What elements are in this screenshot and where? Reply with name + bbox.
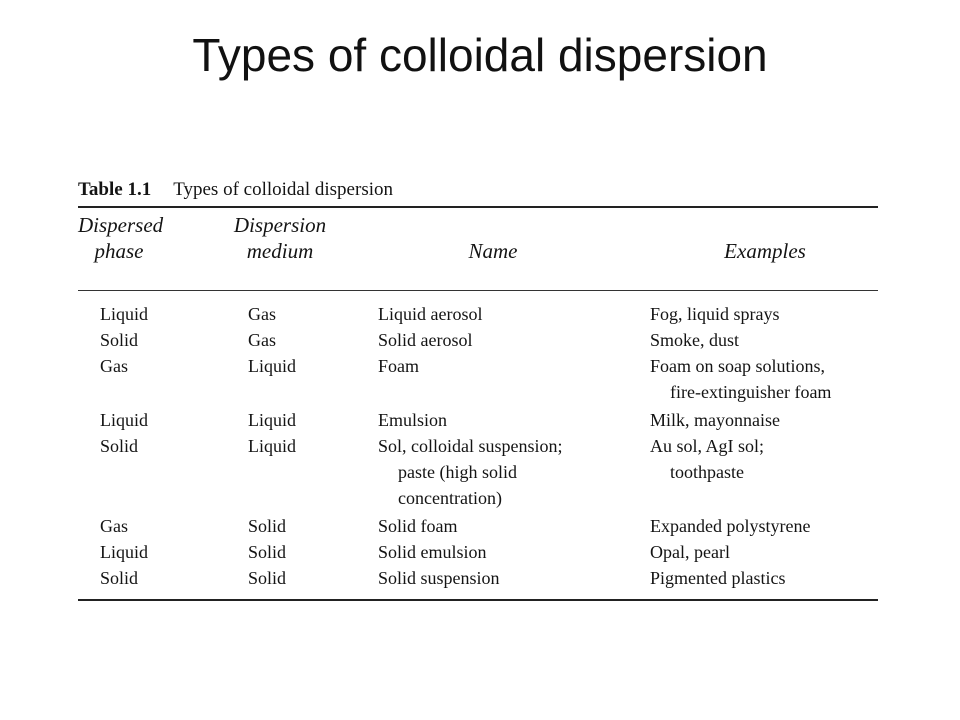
header-name: Name (468, 239, 518, 263)
table-figure (78, 174, 878, 601)
table-row (78, 407, 878, 433)
cell-name (378, 353, 419, 379)
slide-title: Types of colloidal dispersion (192, 29, 768, 81)
cell-name (378, 539, 487, 565)
cell-name (378, 565, 500, 591)
header-dispersed-phase (78, 212, 164, 264)
table-row (78, 433, 878, 513)
cell-dispersed-phase: Gas (100, 516, 128, 536)
cell-name-line: Sol, colloidal suspension; (378, 436, 563, 456)
cell-dispersion-medium: Liquid (248, 356, 296, 376)
cell-examples-line: Milk, mayonnaise (650, 410, 780, 430)
cell-name-line: Solid foam (378, 516, 458, 536)
cell-examples (650, 327, 739, 353)
cell-name-line: Solid suspension (378, 568, 500, 588)
table-body (78, 291, 878, 591)
cell-examples-line: Fog, liquid sprays (650, 304, 780, 324)
cell-dispersion-medium: Solid (248, 542, 287, 562)
cell-name (378, 301, 482, 327)
cell-examples-line: Smoke, dust (650, 330, 740, 350)
table-row (78, 353, 878, 407)
table-row (78, 565, 878, 591)
cell-name-line: Solid aerosol (378, 330, 473, 350)
cell-dispersed-phase: Solid (100, 330, 139, 350)
header-dispersion-medium-line-2: medium (246, 239, 314, 263)
cell-examples (650, 407, 780, 433)
cell-dispersion-medium: Solid (248, 516, 287, 536)
header-dispersed-phase-line-2: phase (94, 239, 144, 263)
header-dispersion-medium (224, 212, 336, 264)
cell-examples-line: Foam on soap solutions, (650, 356, 826, 376)
table-caption-number: Table 1.1 (78, 179, 152, 200)
cell-examples (650, 565, 785, 591)
cell-examples-line: Opal, pearl (650, 542, 730, 562)
cell-name-line: Solid emulsion (378, 542, 487, 562)
cell-examples (650, 301, 780, 327)
cell-name (378, 407, 447, 433)
header-examples: Examples (724, 239, 806, 263)
cell-examples-line: Au sol, AgI sol; (650, 436, 765, 456)
cell-examples (650, 433, 764, 485)
cell-dispersion-medium: Gas (248, 304, 276, 324)
cell-dispersed-phase: Liquid (100, 304, 148, 324)
cell-dispersed-phase: Solid (100, 568, 139, 588)
cell-name-line: Liquid aerosol (378, 304, 483, 324)
table-row (78, 513, 878, 539)
cell-dispersion-medium: Liquid (248, 410, 296, 430)
table-row (78, 327, 878, 353)
cell-name-line: paste (high solid (398, 462, 517, 482)
cell-dispersed-phase: Liquid (100, 410, 148, 430)
table-caption-text: Types of colloidal dispersion (173, 179, 393, 200)
cell-dispersed-phase: Gas (100, 356, 128, 376)
table-row (78, 539, 878, 565)
cell-name-line: Foam (378, 356, 420, 376)
cell-dispersed-phase: Solid (100, 436, 139, 456)
cell-examples (650, 513, 810, 539)
cell-examples (650, 353, 831, 405)
cell-examples (650, 539, 730, 565)
cell-name (378, 327, 473, 353)
table-header-row (78, 208, 878, 290)
cell-name-line: concentration) (398, 488, 502, 508)
header-dispersed-phase-line-1: Dispersed (78, 213, 164, 237)
cell-dispersion-medium: Gas (248, 330, 276, 350)
cell-dispersed-phase: Liquid (100, 542, 148, 562)
cell-name (378, 513, 458, 539)
cell-examples-line: toothpaste (670, 462, 744, 482)
table-row (78, 301, 878, 327)
cell-examples-line: fire-extinguisher foam (670, 382, 832, 402)
header-dispersion-medium-line-1: Dispersion (233, 213, 327, 237)
cell-name (378, 433, 563, 511)
cell-examples-line: Expanded polystyrene (650, 516, 811, 536)
cell-dispersion-medium: Liquid (248, 436, 296, 456)
cell-examples-line: Pigmented plastics (650, 568, 786, 588)
table-bottom-rule (78, 599, 878, 601)
cell-name-line: Emulsion (378, 410, 448, 430)
table-caption (78, 174, 878, 206)
cell-dispersion-medium: Solid (248, 568, 287, 588)
